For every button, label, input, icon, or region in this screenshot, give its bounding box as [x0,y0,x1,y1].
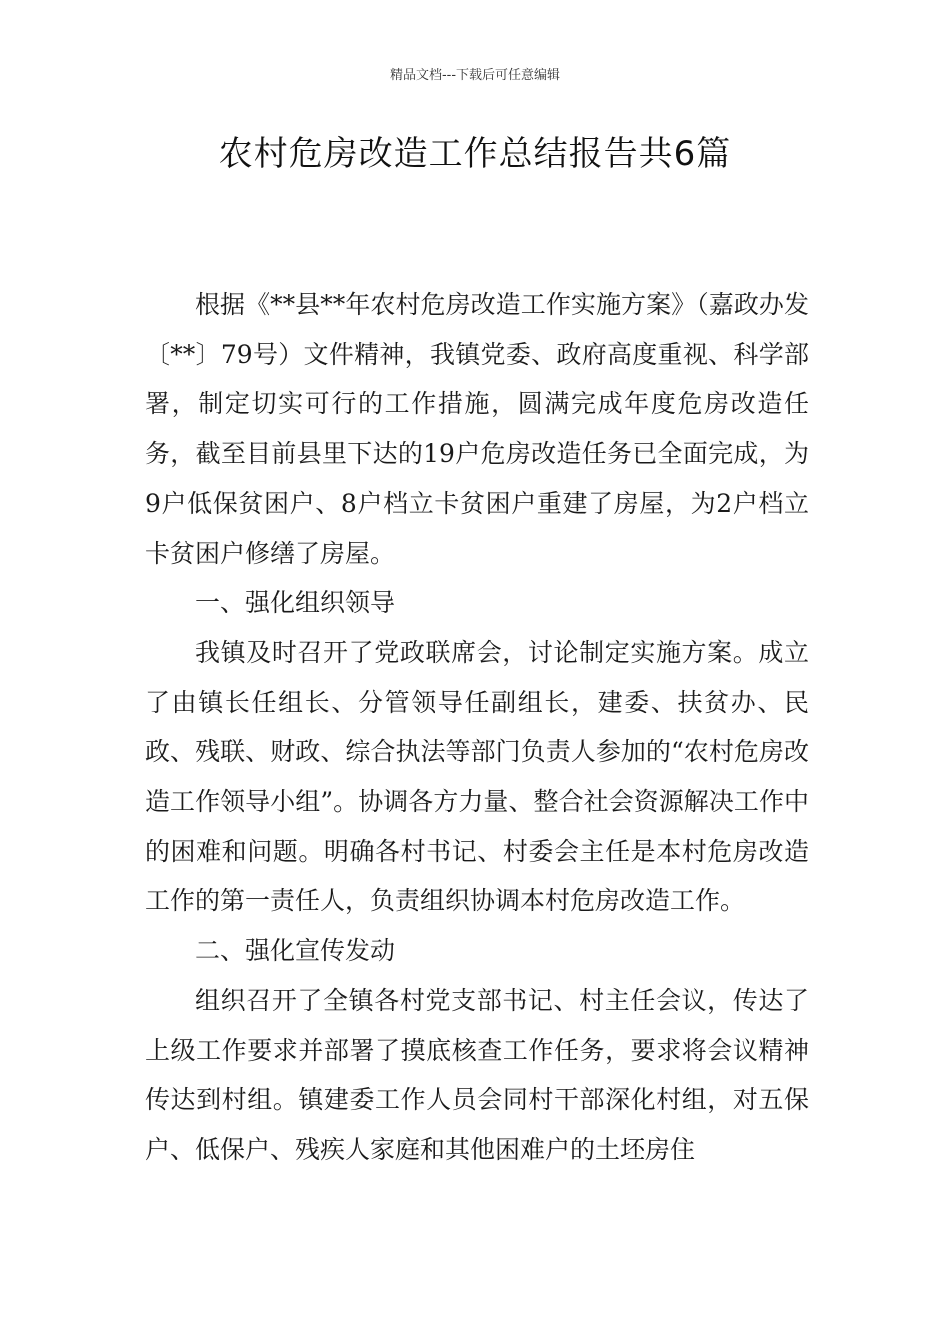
intro-paragraph: 根据《**县**年农村危房改造工作实施方案》（嘉政办发〔**〕79号）文件精神，我镇党委、政府高度重视、科学部署，制定切实可行的工作措施，圆满完成年度危房改造任务，截至目前县里下达的19户危房改造任务已全面完成，为9户低保贫困户、8户档立卡贫困户重建了房屋，为2户档立卡贫困户修缮了房屋。 [145,290,809,568]
section-2-paragraph: 组织召开了全镇各村党支部书记、村主任会议，传达了上级工作要求并部署了摸底核查工作任务，要求将会议精神传达到村组。镇建委工作人员会同村干部深化村组，对五保户、低保户、残疾人家庭和其他困难户的土坯房住 [145,985,809,1164]
section-heading-2: 二、强化宣传发动 [195,936,396,966]
document-body [145,280,809,1175]
section-heading-1: 一、强化组织领导 [195,588,396,618]
header-note: 精品文档---下载后可任意编辑 [389,68,561,83]
section-1-paragraph: 我镇及时召开了党政联席会，讨论制定实施方案。成立了由镇长任组长、分管领导任副组长，建委、扶贫办、民政、残联、财政、综合执法等部门负责人参加的“农村危房改造工作领导小组”。协调各方力量、整合社会资源解决工作中的困难和问题。明确各村书记、村委会主任是本村危房改造工作的第一责任人，负责组织协调本村危房改造工作。 [145,637,809,916]
document-title: 农村危房改造工作总结报告共6篇 [218,134,732,174]
